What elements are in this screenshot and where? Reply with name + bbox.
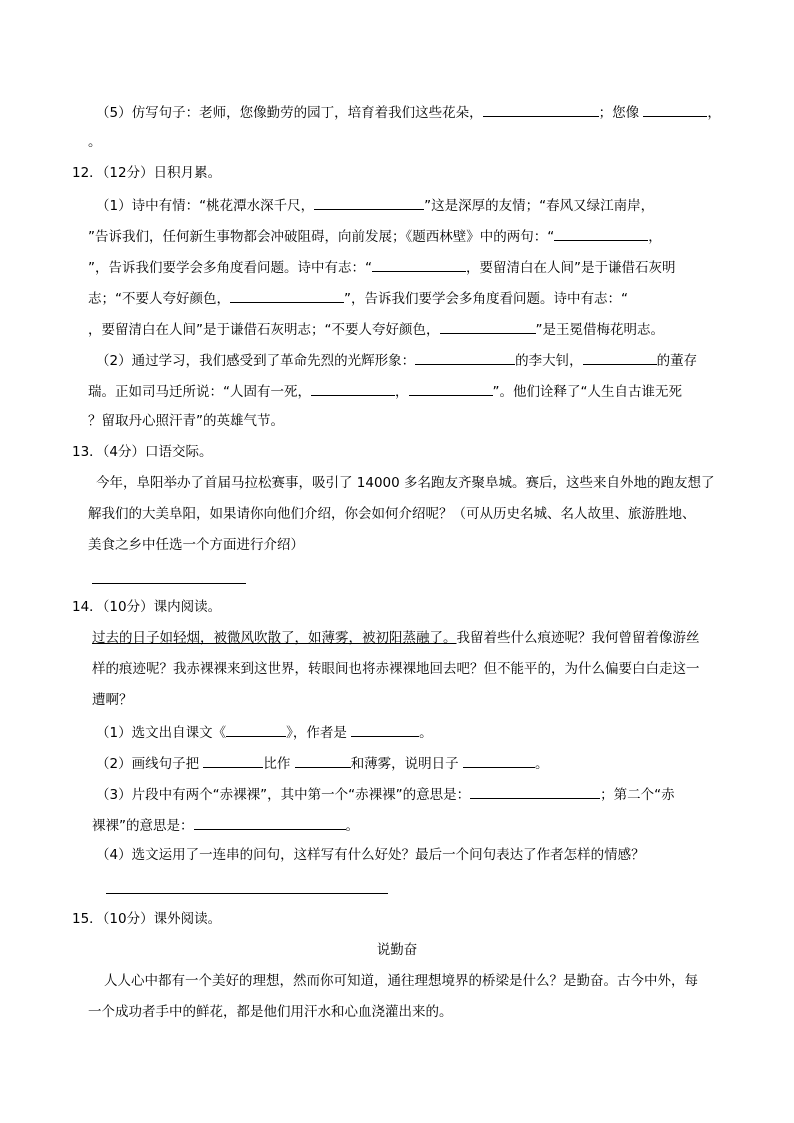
q14-passage-line3: 遭啊？ — [92, 692, 133, 708]
q14-blank-7[interactable] — [194, 815, 346, 830]
q14-s2-a: （2）画线句子把 — [96, 756, 200, 772]
q14-blank-4[interactable] — [295, 753, 351, 768]
q12-blank-9[interactable] — [409, 381, 493, 396]
q14-s1-c: 。 — [419, 725, 433, 741]
q11-5-text-a: （5）仿写句子：老师，您像勤劳的园丁，培育着我们这些花朵， — [96, 105, 483, 121]
q12-p1-line1 — [96, 195, 654, 215]
q12-p2-l1-a: （2）通过学习，我们感受到了革命先烈的光辉形象： — [96, 353, 416, 369]
q12-p1-l1-b: ”这是深厚的友情；“春风又绿江南岸， — [424, 198, 655, 214]
q11-5-line2: 。 — [88, 134, 102, 150]
q14-s3-d: 。 — [345, 818, 359, 834]
q14-sub3-line2 — [92, 815, 359, 835]
q14-sub3-line1 — [96, 784, 675, 804]
q12-p1-l5-a: ，要留清白在人间”是于谦借石灰明志；“不要人夸好颜色， — [88, 322, 440, 338]
q12-p2-line2 — [88, 381, 682, 401]
q14-passage-l1-rest: 我留着些什么痕迹呢？我何曾留着像游丝 — [456, 630, 700, 646]
underlined-sentence: 过去的日子如轻烟，被微风吹散了，如薄雾，被初阳蒸融了。 — [92, 630, 457, 646]
q12-p2-line3: ？留取丹心照汗青”的英雄气节。 — [88, 413, 284, 429]
q12-blank-2[interactable] — [554, 226, 648, 241]
q15-line1: 人人心中都有一个美好的理想，然而你可知道，通往理想境界的桥梁是什么？是勤奋。古今中外，每 — [104, 973, 698, 989]
q14-passage-line2: 样的痕迹呢？我赤裸裸来到这世界，转眼间也将赤裸裸地回去吧？但不能平的，为什么偏要白白走这一 — [92, 661, 700, 677]
q11-5-blank-2[interactable] — [643, 102, 707, 117]
q14-s1-a: （1）选文出自课文《 — [96, 725, 227, 741]
q12-p1-line2 — [88, 226, 662, 246]
q12-p1-line4 — [88, 288, 628, 308]
q14-s3-b: ；第二个“赤 — [600, 787, 675, 803]
q12-p2-l2-b: ， — [395, 384, 409, 400]
q12-blank-3[interactable] — [372, 257, 466, 272]
q13-line2: 解我们的大美阜阳，如果请你向他们介绍，你会如何介绍呢？（可从历史名城、名人故里、旅游胜地、 — [88, 506, 696, 522]
q14-s1-b: 》，作者是 — [286, 725, 347, 741]
q12-blank-5[interactable] — [440, 319, 536, 334]
q14-sub1 — [96, 722, 433, 742]
q12-p1-l2-a: ”告诉我们，任何新生事物都会冲破阻碍，向前发展；《题西林壁》中的两句：“ — [88, 229, 555, 245]
q13-line3: 美食之乡中任选一个方面进行介绍） — [88, 537, 304, 553]
q11-5-blank-1[interactable] — [483, 102, 599, 117]
q13-answer-line[interactable] — [92, 583, 246, 584]
passage-title: 说勤奋 — [376, 942, 418, 958]
q14-answer-line[interactable] — [106, 893, 388, 894]
q14-blank-2[interactable] — [351, 722, 419, 737]
q12-blank-7[interactable] — [583, 350, 657, 365]
q12-p1-l4-a: 志；“不要人夸好颜色， — [88, 291, 230, 307]
q12-p2-line1 — [96, 350, 697, 370]
q12-p1-l2-b: ， — [648, 229, 662, 245]
q12-blank-6[interactable] — [415, 350, 515, 365]
q14-s3-a: （3）片段中有两个“赤裸裸”，其中第一个“赤裸裸”的意思是： — [96, 787, 471, 803]
q11-5-text-c: ， — [707, 105, 721, 121]
q12-p2-l2-a: 瑞。正如司马迁所说：“人固有一死， — [88, 384, 311, 400]
q14-blank-3[interactable] — [203, 753, 263, 768]
q14-s2-d: 。 — [534, 756, 549, 772]
q12-p1-l4-b: ”，告诉我们要学会多角度看问题。诗中有志：“ — [344, 291, 628, 307]
q12-p1-l5-b: ”是王冕借梅花明志。 — [535, 322, 664, 338]
q12-blank-1[interactable] — [314, 195, 424, 210]
q15-line2: 一个成功者手中的鲜花，都是他们用汗水和心血浇灌出来的。 — [88, 1004, 453, 1020]
q12-header: 12．（12分）日积月累。 — [72, 165, 222, 181]
q14-sub2 — [96, 753, 548, 773]
q12-p1-l3-b: ，要留清白在人间”是于谦借石灰明 — [466, 260, 676, 276]
q12-blank-8[interactable] — [311, 381, 395, 396]
q12-blank-4[interactable] — [230, 288, 344, 303]
q12-p1-line5 — [88, 319, 664, 339]
q14-s2-b: 比作 — [263, 756, 291, 772]
q14-blank-1[interactable] — [226, 722, 286, 737]
q14-s3-c: 裸裸”的意思是： — [92, 818, 194, 834]
q12-p2-l1-b: 的李大钊， — [515, 353, 583, 369]
q14-sub4: （4）选文运用了一连串的问句，这样写有什么好处？最后一个问句表达了作者怎样的情感？ — [96, 847, 645, 863]
q12-p1-l3-a: ”，告诉我们要学会多角度看问题。诗中有志：“ — [88, 260, 372, 276]
q14-header: 14．（10分）课内阅读。 — [72, 599, 222, 615]
q14-blank-6[interactable] — [470, 784, 600, 799]
q15-header: 15．（10分）课外阅读。 — [72, 911, 222, 927]
q14-passage-line1 — [92, 629, 700, 647]
q12-p2-l1-c: 的董存 — [656, 353, 698, 369]
q11-5-line1 — [96, 102, 721, 122]
q12-p1-line3 — [88, 257, 676, 277]
q12-p2-l2-c: ”。他们诠释了“人生自古谁无死 — [492, 384, 682, 400]
q11-5-text-b: ；您像 — [598, 105, 640, 121]
q13-line1: 今年，阜阳举办了首届马拉松赛事，吸引了 14000 多名跑友齐聚阜城。赛后，这些来自外地的跑友想了 — [96, 475, 715, 491]
q13-header: 13．（4分）口语交际。 — [72, 444, 213, 460]
q14-s2-c: 和薄雾，说明日子 — [350, 756, 459, 772]
q12-p1-l1-a: （1）诗中有情：“桃花潭水深千尺， — [96, 198, 315, 214]
q14-blank-5[interactable] — [463, 753, 535, 768]
